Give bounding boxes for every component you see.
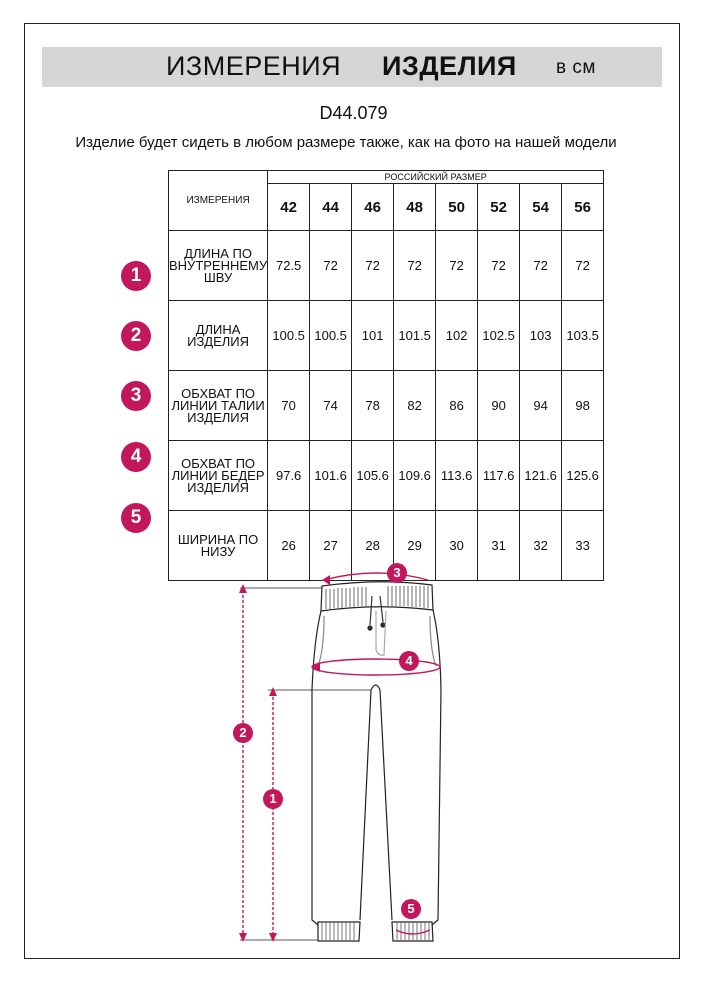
cell-value: 121.6 xyxy=(520,441,562,511)
cell-value: 74 xyxy=(310,371,352,441)
row-label: ОБХВАТ ПО ЛИНИИ БЕДЕР ИЗДЕЛИЯ xyxy=(169,441,268,511)
diagram-marker: 5 xyxy=(401,899,421,919)
size-header: 48 xyxy=(394,184,436,231)
size-header: 52 xyxy=(478,184,520,231)
title-bar xyxy=(42,47,662,87)
row-number-badge: 5 xyxy=(121,503,151,533)
cell-value: 90 xyxy=(478,371,520,441)
size-header: 46 xyxy=(352,184,394,231)
diagram-marker: 4 xyxy=(399,651,419,671)
cell-value: 101.5 xyxy=(394,301,436,371)
cell-value: 113.6 xyxy=(436,441,478,511)
size-header: 42 xyxy=(268,184,310,231)
size-header: 56 xyxy=(562,184,604,231)
cell-value: 125.6 xyxy=(562,441,604,511)
cell-value: 72 xyxy=(394,231,436,301)
table-row xyxy=(169,511,604,581)
size-header: 54 xyxy=(520,184,562,231)
cell-value: 29 xyxy=(394,511,436,581)
cell-value: 27 xyxy=(310,511,352,581)
cell-value: 100.5 xyxy=(268,301,310,371)
corner-label: ИЗМЕРЕНИЯ xyxy=(169,171,268,231)
size-group-label: РОССИЙСКИЙ РАЗМЕР xyxy=(268,171,604,184)
cell-value: 72 xyxy=(562,231,604,301)
row-number-badge: 4 xyxy=(121,442,151,472)
cell-value: 28 xyxy=(352,511,394,581)
cell-value: 30 xyxy=(436,511,478,581)
table-row xyxy=(169,231,604,301)
cell-value: 86 xyxy=(436,371,478,441)
row-number-badge: 1 xyxy=(121,261,151,291)
diagram-marker: 1 xyxy=(263,789,283,809)
cell-value: 103 xyxy=(520,301,562,371)
cell-value: 70 xyxy=(268,371,310,441)
cell-value: 31 xyxy=(478,511,520,581)
cell-value: 117.6 xyxy=(478,441,520,511)
table-row xyxy=(169,441,604,511)
cell-value: 101.6 xyxy=(310,441,352,511)
title-unit: в см xyxy=(556,57,596,78)
cell-value: 72 xyxy=(478,231,520,301)
cell-value: 72 xyxy=(352,231,394,301)
cell-value: 103.5 xyxy=(562,301,604,371)
table-row xyxy=(169,371,604,441)
cell-value: 94 xyxy=(520,371,562,441)
cell-value: 109.6 xyxy=(394,441,436,511)
row-label: ДЛИНА ИЗДЕЛИЯ xyxy=(169,301,268,371)
cell-value: 72 xyxy=(520,231,562,301)
cell-value: 98 xyxy=(562,371,604,441)
cell-value: 33 xyxy=(562,511,604,581)
title-measurements: ИЗМЕРЕНИЯ xyxy=(166,51,342,81)
diagram-marker: 3 xyxy=(387,563,407,583)
cell-value: 100.5 xyxy=(310,301,352,371)
cell-value: 26 xyxy=(268,511,310,581)
size-header: 50 xyxy=(436,184,478,231)
cell-value: 72.5 xyxy=(268,231,310,301)
cell-value: 101 xyxy=(352,301,394,371)
row-label: ОБХВАТ ПО ЛИНИИ ТАЛИИ ИЗДЕЛИЯ xyxy=(169,371,268,441)
cell-value: 97.6 xyxy=(268,441,310,511)
cell-value: 72 xyxy=(310,231,352,301)
size-table xyxy=(168,170,604,581)
cell-value: 105.6 xyxy=(352,441,394,511)
cell-value: 32 xyxy=(520,511,562,581)
table-row xyxy=(169,301,604,371)
product-code: D44.079 xyxy=(319,103,388,123)
row-number-badge: 3 xyxy=(121,381,151,411)
cell-value: 102 xyxy=(436,301,478,371)
fit-note: Изделие будет сидеть в любом размере также, как на фото на нашей модели xyxy=(75,134,617,151)
cell-value: 82 xyxy=(394,371,436,441)
diagram-marker: 2 xyxy=(233,723,253,743)
row-number-badge: 2 xyxy=(121,321,151,351)
cell-value: 102.5 xyxy=(478,301,520,371)
row-label: ДЛИНА ПО ВНУТРЕННЕМУ ШВУ xyxy=(169,231,268,301)
cell-value: 78 xyxy=(352,371,394,441)
title-product: ИЗДЕЛИЯ xyxy=(382,51,517,81)
row-label: ШИРИНА ПО НИЗУ xyxy=(169,511,268,581)
cell-value: 72 xyxy=(436,231,478,301)
size-header: 44 xyxy=(310,184,352,231)
